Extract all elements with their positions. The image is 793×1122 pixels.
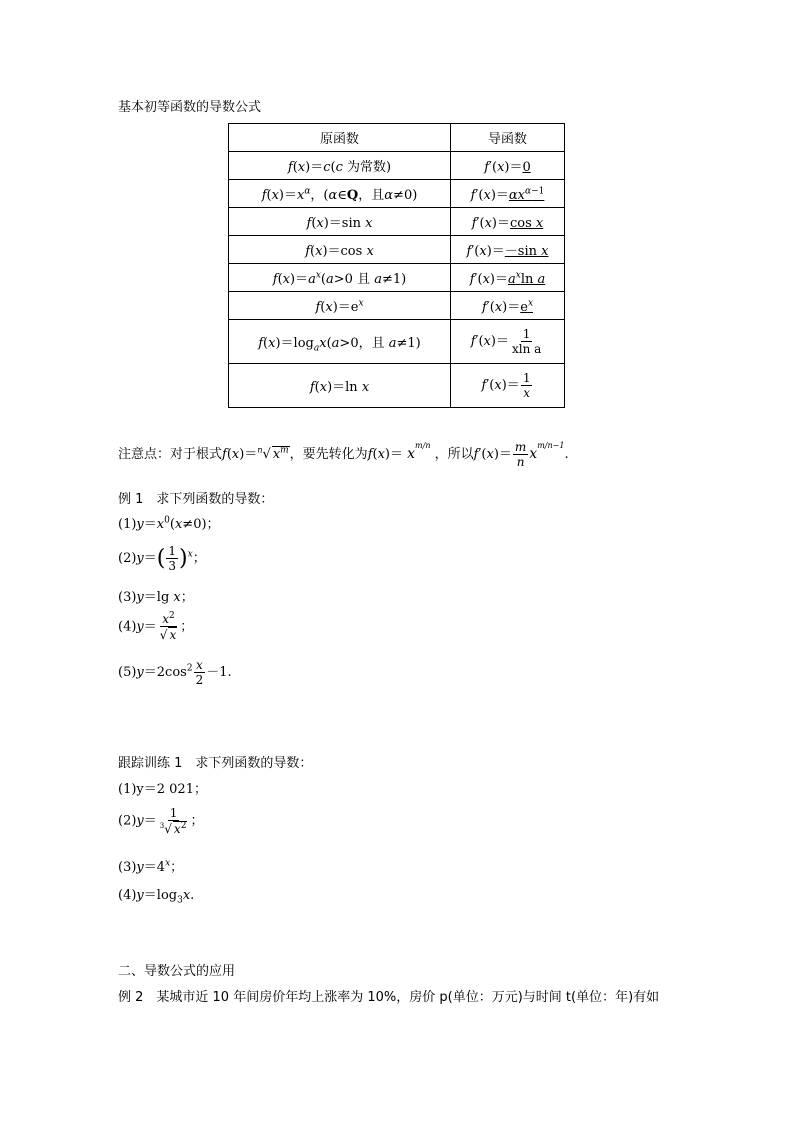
orig-cell: $f(x)=a^x(a>0$ 且 a≠1) bbox=[229, 264, 451, 292]
header-derivative: 导函数 bbox=[451, 124, 565, 152]
frac-den: xln a bbox=[511, 342, 542, 356]
note-mid: ，要先转化为 bbox=[289, 447, 368, 462]
orig-cell: f(x)＝sin x bbox=[229, 208, 451, 236]
table-header-row bbox=[229, 124, 565, 152]
example1-item-1: $(1)y=x^0(x\ne 0)$； bbox=[118, 515, 220, 532]
frac-den: x bbox=[523, 386, 531, 400]
note-mid2: ，所以 bbox=[434, 447, 474, 462]
practice1-item-3: $(3)y=4^x$； bbox=[118, 858, 184, 875]
table-row bbox=[229, 236, 565, 264]
deriv-cell: $f'(x)=\alpha x^{\alpha-1}$ bbox=[451, 180, 565, 208]
deriv-cell: $f'(x)=e^x$ bbox=[451, 292, 565, 320]
deriv-cell: f′(x)＝－sin x bbox=[451, 236, 565, 264]
section-heading: 基本初等函数的导数公式 bbox=[118, 100, 262, 115]
example2-text: 例 2 某城市近 10 年间房价年均上涨率为 10%，房价 p(单位：万元)与时间 t(单位：年)有如 bbox=[118, 990, 660, 1005]
table-row bbox=[229, 180, 565, 208]
section2-heading: 二、导数公式的应用 bbox=[118, 964, 236, 979]
table-row bbox=[229, 208, 565, 236]
table-row bbox=[229, 152, 565, 180]
table-row bbox=[229, 264, 565, 292]
deriv-cell: f′(x)＝0 bbox=[451, 152, 565, 180]
note-line: 注意点：对于根式f(x)＝$^n$√ $x^m$，要先转化为$f(x)= x^{m/n}$ ，所以f′(x)＝ $\frac{m}{n}$ $x^{m/n-1}$. bbox=[118, 440, 569, 469]
deriv-value: 0 bbox=[522, 160, 531, 175]
example1-title: 例 1 求下列函数的导数： bbox=[118, 492, 274, 507]
example1-item-4: (4)y＝ $\frac{x^2}{√ x}$ ； bbox=[118, 611, 194, 642]
deriv-cell: $f'(x)=a^x\ln$ a bbox=[451, 264, 565, 292]
frac-num: 1 bbox=[522, 327, 531, 341]
practice1-item-1: (1)y＝2 021； bbox=[118, 782, 207, 797]
practice1-item-2: (2)y＝ $\frac{1}{^3√ x^2}$ ； bbox=[118, 806, 204, 836]
deriv-cell: f′(x)＝cos x bbox=[451, 208, 565, 236]
orig-cell: f(x)＝c(c 为常数) bbox=[229, 152, 451, 180]
example1-item-3: (3)y＝lg x； bbox=[118, 590, 194, 605]
orig-cell: f(x)＝ln x bbox=[229, 364, 451, 408]
table-row bbox=[229, 292, 565, 320]
note-lead: 注意点：对于根式 bbox=[118, 447, 223, 462]
practice1-item-4: $(4)y=\log_3x$. bbox=[118, 888, 195, 906]
frac-num: 1 bbox=[522, 371, 531, 385]
header-original: 原函数 bbox=[229, 124, 451, 152]
orig-cell: $f(x)=e^x$ bbox=[229, 292, 451, 320]
table-row bbox=[229, 364, 565, 408]
orig-cell: f(x)＝cos x bbox=[229, 236, 451, 264]
deriv-cell: f′(x)＝ $\frac{1}{\text{xln a}}$ bbox=[451, 320, 565, 364]
derivative-table bbox=[228, 123, 565, 408]
orig-cell: $f(x)=x^\alpha$，(α∈Q，且α≠0) bbox=[229, 180, 451, 208]
practice1-title: 跟踪训练 1 求下列函数的导数： bbox=[118, 756, 313, 771]
example1-item-2: (2)y＝( $\frac{1}{3}$ )$^x$； bbox=[118, 544, 206, 573]
example1-item-5: $(5)y=2\cos^2$ $\frac{x}{2}$ －1. bbox=[118, 658, 232, 687]
orig-cell: $f(x)=\log_ax(a>0$，且 a≠1) bbox=[229, 320, 451, 364]
note-end: . bbox=[564, 447, 569, 462]
table-row bbox=[229, 320, 565, 364]
deriv-cell: f′(x)＝ $\frac{1}{x}$ bbox=[451, 364, 565, 408]
